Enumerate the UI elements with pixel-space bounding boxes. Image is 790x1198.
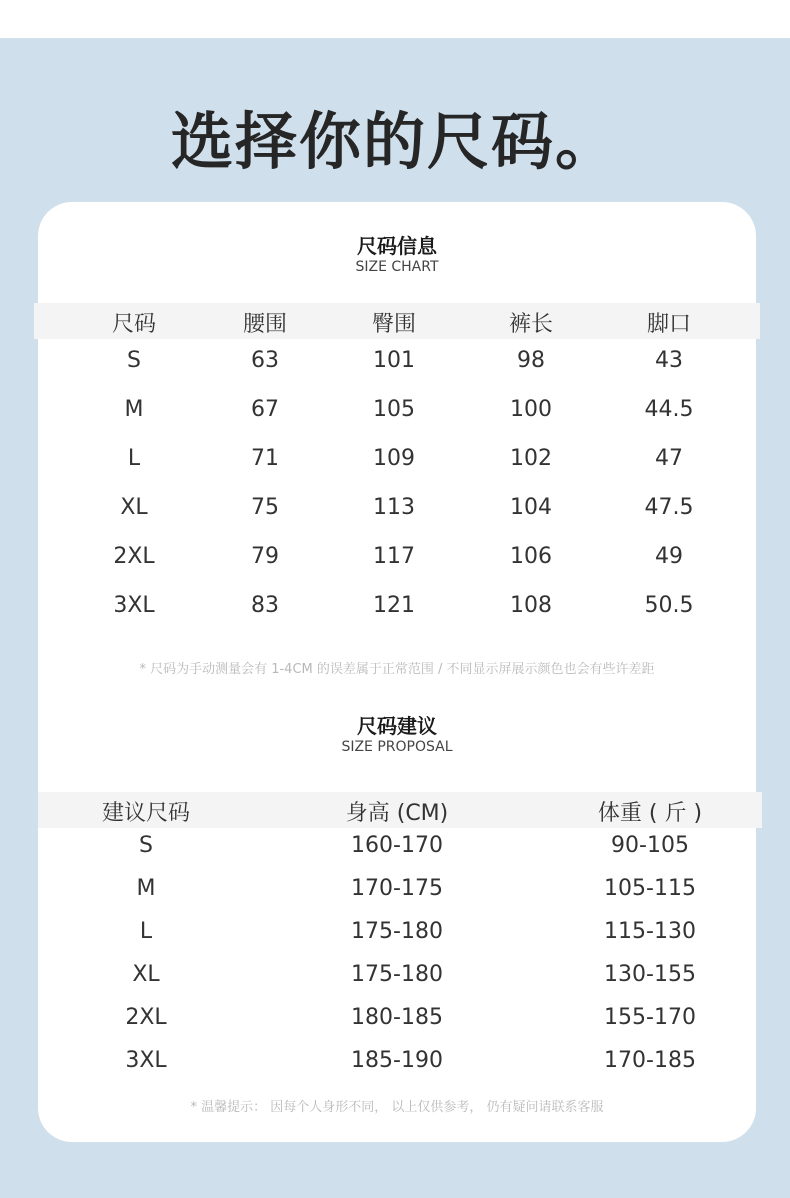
size-chart-header-cell: 脚口 <box>646 312 692 337</box>
size-proposal-header-cell: 体重 ( 斤 ) <box>597 801 703 826</box>
size-chart-cell: 109 <box>373 446 415 471</box>
size-chart-cell: 101 <box>373 348 415 373</box>
size-proposal-cell: 175-180 <box>351 962 443 987</box>
size-chart-cell: 98 <box>517 348 545 373</box>
size-chart-cell: 117 <box>373 544 415 569</box>
size-chart-cell: S <box>127 348 141 373</box>
size-proposal-cell: 180-185 <box>351 1005 443 1030</box>
size-proposal-subtitle: SIZE PROPOSAL <box>341 739 453 755</box>
size-chart-cell: M <box>124 397 144 422</box>
size-chart-cell: 79 <box>251 544 279 569</box>
size-chart-cell: 49 <box>655 544 683 569</box>
size-chart-cell: 108 <box>510 593 552 618</box>
size-chart-cell: 50.5 <box>644 593 694 618</box>
size-proposal-cell: 3XL <box>125 1048 167 1073</box>
size-chart-cell: 71 <box>251 446 279 471</box>
size-chart-cell: L <box>127 446 141 471</box>
size-chart-note: * 尺码为手动测量会有 1-4CM 的误差属于正常范围 / 不同显示屏展示颜色也会有些许差距 <box>139 662 655 677</box>
size-chart-cell: 47.5 <box>644 495 694 520</box>
size-chart-cell: 43 <box>655 348 683 373</box>
size-chart-cell: 105 <box>373 397 415 422</box>
size-proposal-cell: 115-130 <box>604 919 696 944</box>
size-proposal-cell: 2XL <box>125 1005 167 1030</box>
size-proposal-header-cell: 建议尺码 <box>101 801 191 826</box>
size-proposal-cell: L <box>139 919 153 944</box>
size-chart-cell: 47 <box>655 446 683 471</box>
size-proposal-title: 尺码建议 <box>357 714 437 738</box>
size-proposal-cell: 90-105 <box>611 833 689 858</box>
size-proposal-cell: 155-170 <box>604 1005 696 1030</box>
size-chart-cell: 63 <box>251 348 279 373</box>
size-chart-subtitle: SIZE CHART <box>355 259 439 275</box>
size-chart-cell: 3XL <box>113 593 155 618</box>
size-chart-cell: 113 <box>373 495 415 520</box>
size-proposal-cell: 185-190 <box>351 1048 443 1073</box>
size-chart-header-cell: 尺码 <box>111 312 157 337</box>
size-chart-title: 尺码信息 <box>357 234 437 258</box>
size-chart-header-cell: 臀围 <box>371 312 417 337</box>
size-chart-cell: 121 <box>373 593 415 618</box>
size-chart-header-cell: 裤长 <box>508 312 554 337</box>
size-chart-cell: XL <box>120 495 148 520</box>
page-title: 选择你的尺码。 <box>170 105 619 178</box>
size-proposal-cell: M <box>136 876 156 901</box>
size-proposal-cell: 160-170 <box>351 833 443 858</box>
size-chart-cell: 83 <box>251 593 279 618</box>
size-proposal-header-cell: 身高 (CM) <box>345 801 449 826</box>
size-proposal-cell: 105-115 <box>604 876 696 901</box>
size-chart-cell: 75 <box>251 495 279 520</box>
size-proposal-cell: 130-155 <box>604 962 696 987</box>
size-proposal-cell: 170-185 <box>604 1048 696 1073</box>
size-chart-cell: 100 <box>510 397 552 422</box>
size-chart-cell: 44.5 <box>644 397 694 422</box>
size-chart-cell: 67 <box>251 397 279 422</box>
size-proposal-note: * 温馨提示： 因每个人身形不同， 以上仅供参考， 仍有疑问请联系客服 <box>190 1100 604 1115</box>
size-chart-header-cell: 腰围 <box>242 312 288 337</box>
size-proposal-cell: 175-180 <box>351 919 443 944</box>
size-chart-cell: 104 <box>510 495 552 520</box>
size-proposal-cell: XL <box>132 962 160 987</box>
size-proposal-cell: S <box>139 833 153 858</box>
size-chart-cell: 106 <box>510 544 552 569</box>
size-proposal-cell: 170-175 <box>351 876 443 901</box>
size-chart-cell: 2XL <box>113 544 155 569</box>
size-chart-cell: 102 <box>510 446 552 471</box>
